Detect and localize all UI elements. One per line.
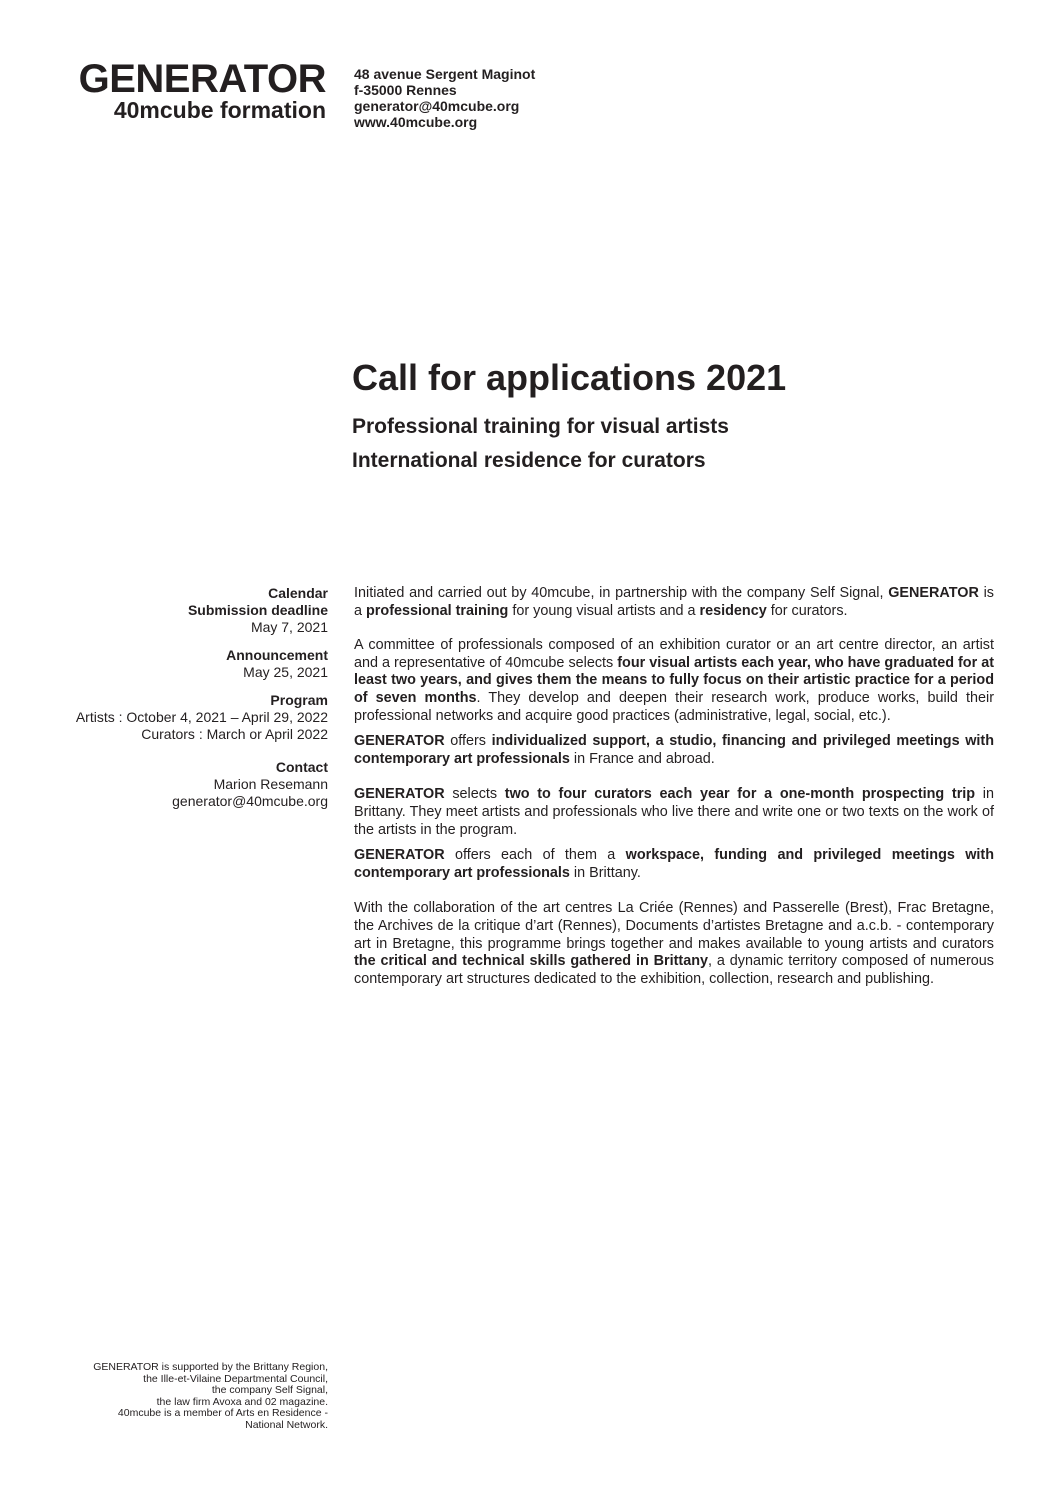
deadline-value: May 7, 2021 [250,619,328,635]
paragraph-artist-offer: GENERATOR offers individualized support, a studio, financing and privileged meetings with contemporary art professionals in France and abroad. [354,733,994,767]
paragraph-curators: GENERATOR selects two to four curators each year for a one-month prospecting trip in Brittany. They meet artists and professionals who live there and write one or two texts on the work of the artists in the program. [354,786,994,838]
logo [78,57,326,123]
address-street: 48 avenue Sergent Maginot [354,66,536,82]
contact-email[interactable]: generator@40mcube.org [172,793,328,809]
paragraph-intro: Initiated and carried out by 40mcube, in partnership with the company Self Signal, GENERATOR is a professional training for young visual artists and a residency for curators. [354,585,994,619]
logo-title: GENERATOR [78,57,326,101]
subtitle-residence: International residence for curators [352,449,706,472]
announcement-value: May 25, 2021 [243,664,328,680]
page-title: Call for applications 2021 [352,357,787,398]
contact-name: Marion Resemann [213,776,328,792]
address-email[interactable]: generator@40mcube.org [354,98,520,114]
logo-subtitle: 40mcube formation [113,97,326,123]
paragraph-collaboration: With the collaboration of the art centres La Criée (Rennes) and Passerelle (Brest), Frac Bretagne, the Archives de la critique d’art (Rennes), Documents d’artistes Bretagne and a.c.b. - contemporary art in Bretagne, this programme brings together and makes available to young artists and curators the critical and technical skills gathered in Brittany, a dynamic territory composed of numerous contemporary art structures dedicated to the exhibition, collection, research and publishing. [354,900,994,987]
deadline-label: Submission deadline [187,602,328,618]
address-website[interactable]: www.40mcube.org [354,114,478,130]
program-curators: Curators : March or April 2022 [141,726,328,742]
paragraph-curator-offer: GENERATOR offers each of them a workspace, funding and privileged meetings with contemporary art professionals in Brittany. [354,847,994,881]
footer-support: GENERATOR is supported by the Brittany Region, the Ille-et-Vilaine Departmental Council, the company Self Signal, the law firm Avoxa and 02 magazine. 40mcube is a member of Arts en Residence - National Network. [93,1361,328,1431]
heading [352,356,786,478]
contact-label: Contact [275,759,328,775]
announcement-label: Announcement [226,647,328,663]
program-artists: Artists : October 4, 2021 – April 29, 2022 [75,709,328,725]
paragraph-committee: A committee of professionals composed of an exhibition curator or an art centre director, an artist and a representative of 40mcube selects four visual artists each year, who have graduated for at least two years, and gives them the means to fully focus on their artistic practice for a period of seven months. They develop and deepen their research work, produce works, build their professional networks and acquire good practices (administrative, legal, social, etc.). [354,637,994,724]
body-text [354,585,994,1005]
subtitle-training: Professional training for visual artists [352,415,729,438]
program-label: Program [270,692,328,708]
calendar-label: Calendar [268,585,328,601]
address-city: f-35000 Rennes [354,82,457,98]
address-block [354,66,535,130]
sidebar [8,585,328,810]
